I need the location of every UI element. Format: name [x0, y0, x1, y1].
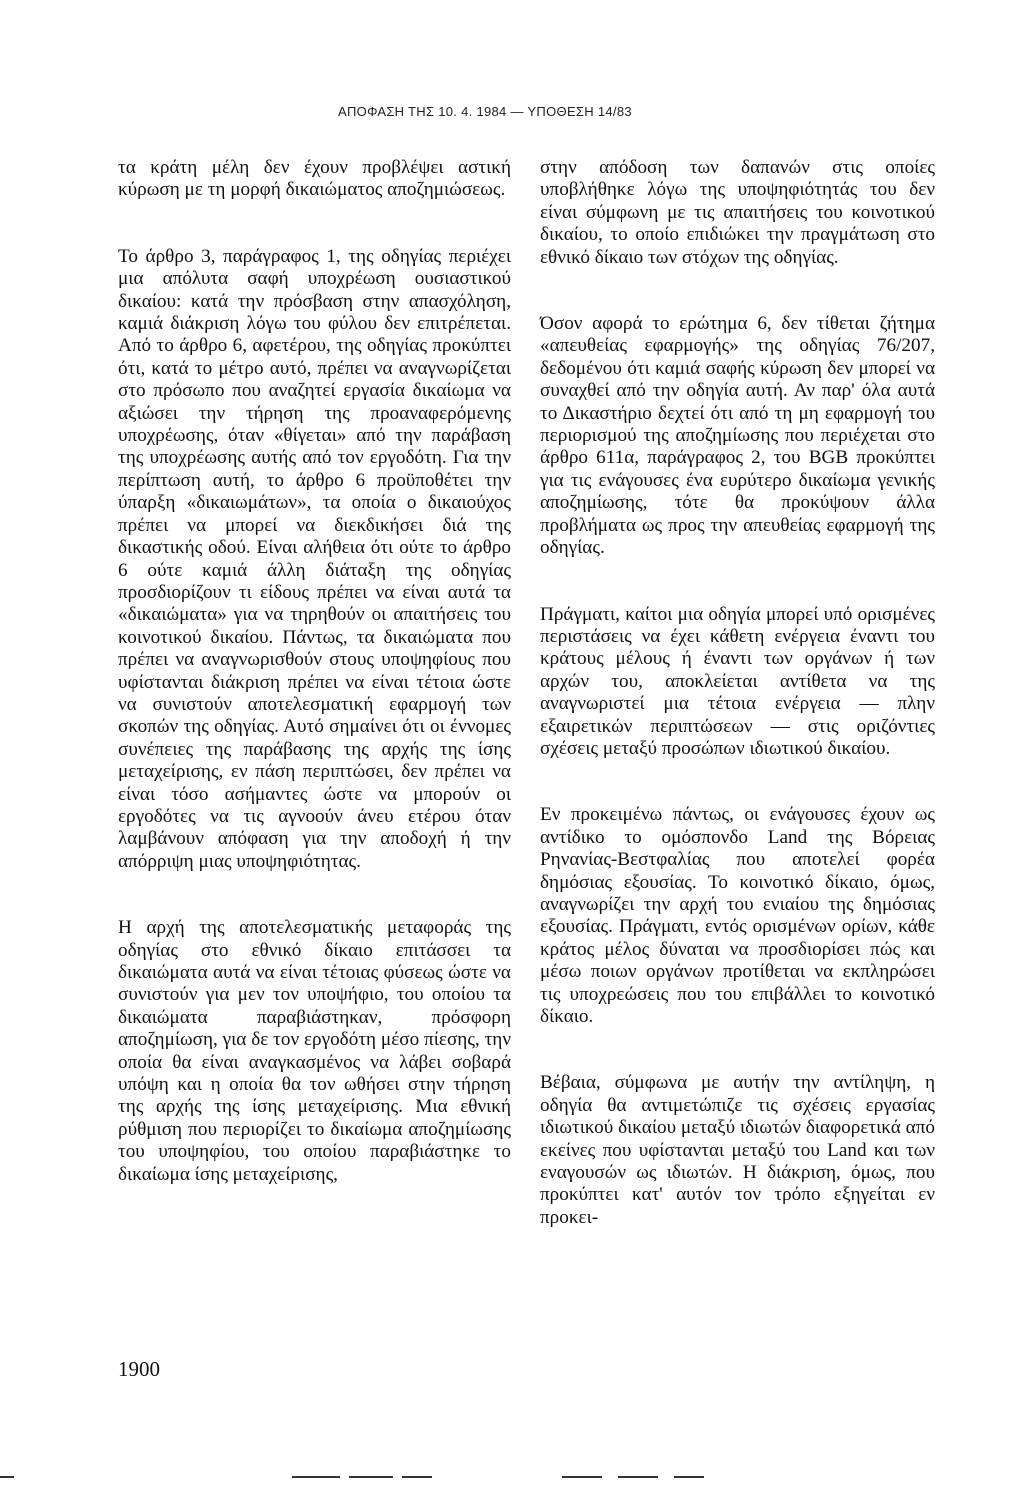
- right-column: [540, 157, 935, 1229]
- paragraph: Εν προκειμένω πάντως, οι ενάγουσες έχουν ως αντίδικο το ομόσπονδο Land της Βόρειας Ρηνανίας-Βεστφαλίας που αποτελεί φορέα δημόσιας εξουσίας. Το κοινοτικό δίκαιο, όμως, αναγνωρίζει την αρχή του ενιαίου της δημόσιας εξουσίας. Πράγματι, εντός ορισμένων ορίων, κάθε κράτος μέλος δύναται να προσδιορίσει πώς και μέσω ποιων οργάνων προτίθεται να εκπληρώσει τις υποχρεώσεις που του επιβάλλει το κοινοτικό δίκαιο.: [540, 804, 935, 1027]
- margin-mark: [402, 1476, 432, 1478]
- paragraph: στην απόδοση των δαπανών στις οποίες υποβλήθηκε λόγω της υποψηφιότητάς του δεν είναι σύμφωνη με τις απαιτήσεις του κοινοτικού δικαίου, το οποίο επιδιώκει την πραγμάτωση στο εθνικό δίκαιο των στόχων της οδηγίας.: [540, 157, 935, 268]
- paragraph: Βέβαια, σύμφωνα με αυτήν την αντίληψη, η οδηγία θα αντιμετώπιζε τις σχέσεις εργασίας ιδιωτικού δικαίου μεταξύ ιδιωτών διαφορετικά από εκείνες που υφίστανται μεταξύ του Land και των εναγουσών ως ιδιωτών. Η διάκριση, όμως, που προκύπτει κατ' αυτόν τον τρόπο εξηγείται εν προκει-: [540, 1072, 935, 1228]
- left-column: [118, 157, 511, 1186]
- bottom-margin-marks: [0, 1476, 1024, 1480]
- margin-mark: [349, 1476, 393, 1478]
- margin-mark: [292, 1476, 340, 1478]
- margin-mark: [562, 1476, 602, 1478]
- paragraph: τα κράτη μέλη δεν έχουν προβλέψει αστική κύρωση με τη μορφή δικαιώματος αποζημιώσεως.: [118, 157, 511, 201]
- paragraph: Το άρθρο 3, παράγραφος 1, της οδηγίας περιέχει μια απόλυτα σαφή υποχρέωση ουσιαστικού δικαίου: κατά την πρόσβαση στην απασχόληση, καμιά διάκριση λόγω του φύλου δεν επιτρέπεται. Από το άρθρο 6, αφετέρου, της οδηγίας προκύπτει ότι, κατά το μέτρο αυτό, πρέπει να αναγνωρίζεται στο πρόσωπο που αναζητεί εργασία δικαίωμα να αξιώσει την τήρηση της προαναφερόμενης υποχρέωσης, όταν «θίγεται» από την παράβαση της υποχρέωσης αυτής από τον εργοδότη. Για την περίπτωση αυτή, το άρθρο 6 προϋποθέτει την ύπαρξη «δικαιωμάτων», τα οποία ο δικαιούχος πρέπει να μπορεί να διεκδικήσει διά της δικαστικής οδού. Είναι αλήθεια ότι ούτε το άρθρο 6 ούτε καμιά άλλη διάταξη της οδηγίας προσδιορίζουν τι είδους πρέπει να είναι αυτά τα «δικαιώματα» για να τηρηθούν οι απαιτήσεις του κοινοτικού δικαίου. Πάντως, τα δικαιώματα που πρέπει να αναγνωρισθούν στους υποψηφίους που υφίστανται διάκριση πρέπει να είναι τέτοια ώστε να συνιστούν αποτελεσματική εφαρμογή των σκοπών της οδηγίας. Αυτό σημαίνει ότι οι έννομες συνέπειες της παράβασης της αρχής της ίσης μεταχείρισης, εν πάση περιπτώσει, δεν πρέπει να είναι τόσο ασήμαντες ώστε να μπορούν οι εργοδότες να τις αγνοούν άνευ ετέρου όταν λαμβάνουν απόφαση για την αποδοχή ή την απόρριψη μιας υποψηφιότητας.: [118, 245, 511, 872]
- margin-mark: [618, 1476, 658, 1478]
- paragraph: Πράγματι, καίτοι μια οδηγία μπορεί υπό ορισμένες περιστάσεις να έχει κάθετη ενέργεια έναντι του κράτους μέλους ή έναντι των οργάνων ή των αρχών του, αποκλείεται αντίθετα να της αναγνωριστεί μια τέτοια ενέργεια — πλην εξαιρετικών περιπτώσεων — στις οριζόντιες σχέσεις μεταξύ προσώπων ιδιωτικού δικαίου.: [540, 603, 935, 759]
- page-number: 1900: [118, 1357, 160, 1381]
- paragraph: Όσον αφορά το ερώτημα 6, δεν τίθεται ζήτημα «απευθείας εφαρμογής» της οδηγίας 76/207, δεδομένου ότι καμιά σαφής κύρωση δεν μπορεί να συναχθεί από την οδηγία αυτή. Αν παρ' όλα αυτά το Δικαστήριο δεχτεί ότι από τη μη εφαρμογή του περιορισμού της αποζημίωσης που περιέχεται στο άρθρο 611α, παράγραφος 2, του BGB προκύπτει για τις ενάγουσες ένα ευρύτερο δικαίωμα γενικής αποζημίωσης, τότε θα προκύψουν άλλα προβλήματα ως προς την απευθείας εφαρμογή της οδηγίας.: [540, 313, 935, 559]
- paragraph: Η αρχή της αποτελεσματικής μεταφοράς της οδηγίας στο εθνικό δίκαιο επιτάσσει τα δικαιώματα αυτά να είναι τέτοιας φύσεως ώστε να συνιστούν για μεν τον υποψήφιο, του οποίου τα δικαιώματα παραβιάστηκαν, πρόσφορη αποζημίωση, για δε τον εργοδότη μέσο πίεσης, την οποία θα είναι αναγκασμένος να λάβει σοβαρά υπόψη και η οποία θα τον ωθήσει στην τήρηση της αρχής της ίσης μεταχείρισης. Μια εθνική ρύθμιση που περιορίζει το δικαίωμα αποζημίωσης του υποψηφίου, του οποίου παραβιάστηκε το δικαίωμα ίσης μεταχείρισης,: [118, 917, 511, 1185]
- running-header: ΑΠΟΦΑΣΗ ΤΗΣ 10. 4. 1984 — ΥΠΟΘΕΣΗ 14/83: [338, 104, 632, 119]
- margin-mark: [674, 1476, 704, 1478]
- margin-mark: [0, 1476, 14, 1478]
